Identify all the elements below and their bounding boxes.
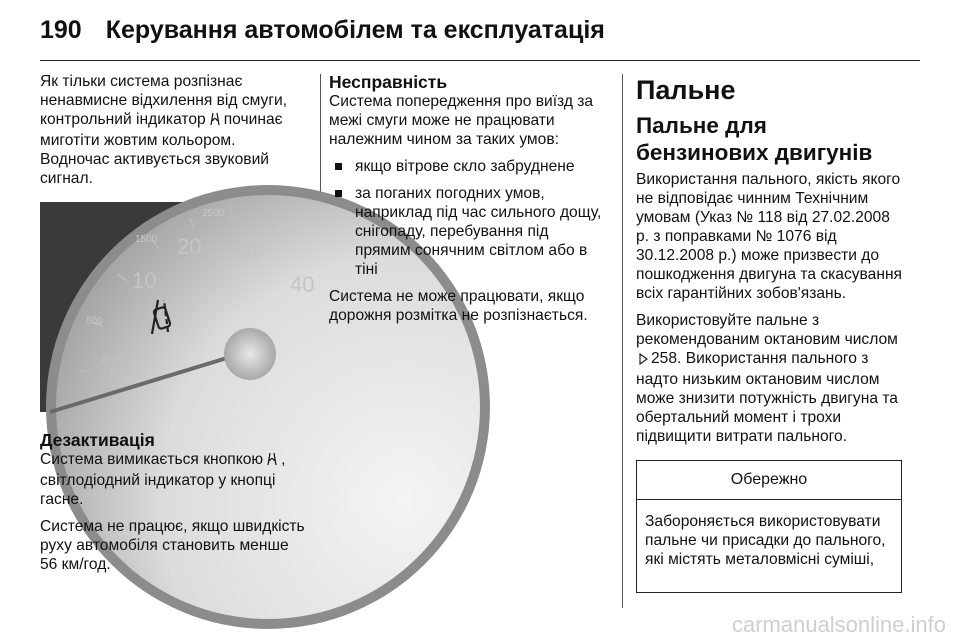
conditions-list: [329, 157, 606, 279]
left-column: [40, 72, 315, 582]
octane-text-part2: . Використання пального з надто низьким октановим числом може знизити потужність двигуна та обертальний момент і трохи підвищити витрати пального.: [636, 350, 898, 445]
rpm-label: 1500: [135, 234, 158, 245]
page-reference-link[interactable]: 258: [651, 350, 678, 367]
watermark: carmanualsonline.info: [731, 612, 946, 637]
malfunction-paragraph: Система попередження про виїзд за межі смуги може не працювати належним чином за таких умов:: [329, 93, 594, 148]
octane-paragraph: [636, 311, 902, 446]
auto-stop-label: AUTO: [100, 353, 134, 367]
dial-bottom-label: 4/4: [120, 399, 134, 410]
caution-box: [636, 460, 902, 593]
page-header: [40, 10, 605, 50]
deactivation-text-part2: , світлодіодний індикатор у кнопці гасне.: [40, 451, 286, 508]
list-item-text: якщо вітрове скло забруднене: [355, 158, 575, 175]
list-item: [329, 184, 606, 279]
page-reference-icon: [639, 351, 648, 370]
malfunction-heading: Несправність: [329, 72, 448, 92]
markings-paragraph: Система не може працювати, якщо дорожня розмітка не розпізнається.: [329, 288, 588, 324]
rpm-label: 500: [86, 316, 103, 327]
instrument-cluster-figure: [40, 202, 315, 412]
lane-departure-icon: [266, 452, 278, 471]
right-column: [636, 72, 902, 593]
caution-body: [637, 500, 901, 592]
scale-label: 10: [132, 268, 157, 293]
fuel-heading: Пальне: [636, 75, 736, 105]
bullet-square: [335, 163, 342, 170]
deactivation-speed-paragraph: Система не працює, якщо швидкість руху автомобіля становить менше 56 км/год.: [40, 518, 305, 573]
middle-column: [329, 72, 606, 333]
deactivation-heading: Дезактивація: [40, 430, 155, 450]
page-number: 190: [40, 15, 82, 44]
scale-label: 20: [177, 234, 202, 259]
intro-text-part1: Як тільки система розпізнає ненавмисне відхилення від смуги, контрольний індикатор: [40, 73, 288, 128]
petrol-fuel-subheading: Пальне для бензинових двигунів: [636, 113, 873, 165]
caution-title: Обережно: [637, 461, 901, 500]
chapter-title: Керування автомобілем та експлуатація: [105, 15, 605, 44]
intro-text-part2: починає миготіти жовтим кольором. Водночас активується звуковий сигнал.: [40, 111, 283, 187]
list-item: [329, 157, 606, 176]
caution-text: Забороняється використовувати пальне чи присадки до пального, які містять металовмісні суміші,: [645, 513, 886, 568]
deactivation-text-part1: Система вимикається кнопкою: [40, 451, 264, 468]
header-divider: [40, 60, 920, 61]
octane-text-part1: Використовуйте пальне з рекомендованим октановим числом: [636, 312, 898, 348]
bullet-square: [335, 190, 342, 197]
auto-stop-label: STOP: [100, 367, 133, 381]
intro-paragraph: [40, 72, 306, 188]
needle-hub: [224, 328, 276, 380]
scale-label: 30: [240, 237, 265, 262]
lane-departure-icon: [209, 112, 221, 131]
fuel-quality-paragraph: Використання пального, якість якого не відповідає чинним Технічним умовам (Указ № 118 від 27.02.2008 р. з поправками № 1076 від 30.12.2008 р.) може призвести до пошкодження двигуна та скасування всіх гарантійних зобов'язань.: [636, 171, 902, 302]
list-item-text: за поганих погодних умов, наприклад під час сильного дощу, снігопаду, перебування під прямим сонячним світлом або в тіні: [355, 185, 602, 278]
column-divider-right: [622, 74, 623, 608]
rpm-label: 2500: [202, 208, 225, 219]
scale-label: 40: [290, 272, 315, 297]
rpm-label: 3500: [276, 222, 299, 233]
